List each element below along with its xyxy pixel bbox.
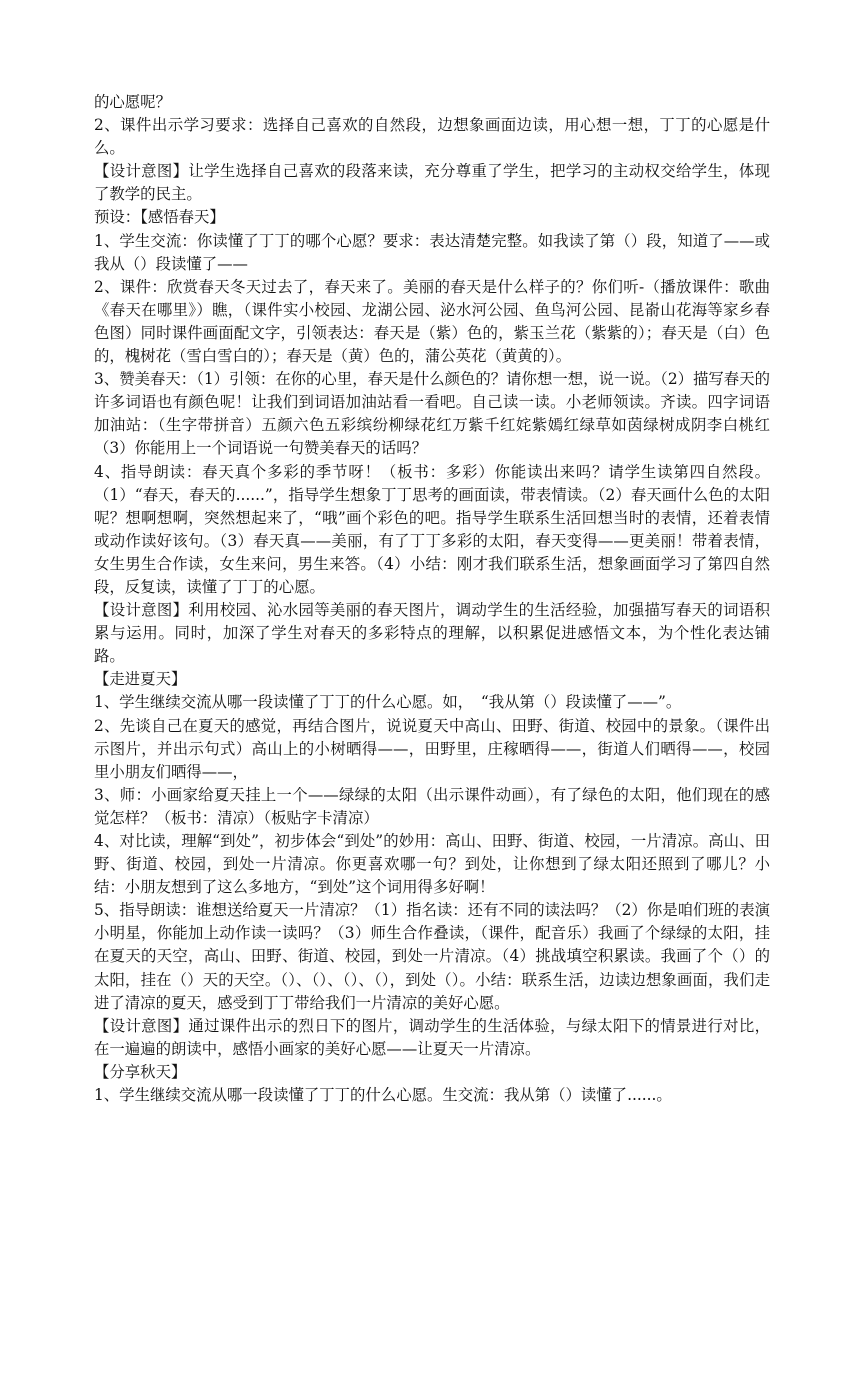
- paragraph: 2、先谈自己在夏天的感觉，再结合图片，说说夏天中高山、田野、街道、校园中的景象。（课件出示图片，并出示句式）高山上的小树晒得——，田野里，庄稼晒得——，街道人们晒得——，校园里小朋友们晒得——，: [94, 716, 770, 781]
- paragraph: 2、课件：欣赏春天冬天过去了，春天来了。美丽的春天是什么样子的？你们听-（播放课件：歌曲《春天在哪里》）瞧，（课件实小校园、龙湖公园、泌水河公园、鱼鸟河公园、昆嵛山花海等家乡春色图）同时课件画面配文字，引领表达：春天是（紫）色的，紫玉兰花（紫紫的）；春天是（白）色的，槐树花（雪白雪白的）；春天是（黄）色的，蒲公英花（黄黄的）。: [94, 277, 770, 366]
- paragraph: 5、指导朗读：谁想送给夏天一片清凉？（1）指名读：还有不同的读法吗？（2）你是咱们班的表演小明星，你能加上动作读一读吗？（3）师生合作叠读，（课件，配音乐）我画了个绿绿的太阳，挂在夏天的天空，高山、田野、街道、校园，到处一片清凉。（4）挑战填空积累读。我画了个（）的太阳，挂在（）天的天空。（）、（）、（）、（），到处（）。小结：联系生活，边读边想象画面，我们走进了清凉的夏天，感受到丁丁带给我们一片清凉的美好心愿。: [94, 901, 770, 1012]
- paragraph: 3、师：小画家给夏天挂上一个——绿绿的太阳（出示课件动画），有了绿色的太阳，他们现在的感觉怎样？（板书：清凉）（板贴字卡清凉）: [94, 785, 770, 827]
- paragraph: 1、学生交流：你读懂了丁丁的哪个心愿？要求：表达清楚完整。如我读了第（）段，知道了——或我从（）段读懂了——: [94, 231, 770, 273]
- paragraph: 3、赞美春天：（1）引领：在你的心里，春天是什么颜色的？请你想一想，说一说。（2）描写春天的许多词语也有颜色呢！让我们到词语加油站看一看吧。自己读一读。小老师领读。齐读。四字词语加油站：（生字带拼音）五颜六色五彩缤纷柳绿花红万紫千红姹紫嫣红绿草如茵绿树成阴李白桃红（3）你能用上一个词语说一句赞美春天的话吗？: [94, 370, 770, 458]
- document-body: [94, 91, 770, 1107]
- paragraph: 1、学生继续交流从哪一段读懂了丁丁的什么心愿。如， “我从第（）段读懂了——”。: [94, 693, 682, 712]
- section-heading: 【分享秋天】: [94, 1062, 187, 1081]
- paragraph: 【设计意图】让学生选择自己喜欢的段落来读，充分尊重了学生，把学习的主动权交给学生，体现了教学的民主。: [94, 162, 770, 204]
- paragraph: 【设计意图】利用校园、沁水园等美丽的春天图片，调动学生的生活经验，加强描写春天的词语积累与运用。同时，加深了学生对春天的多彩特点的理解，以积累促进感悟文本，为个性化表达铺路。: [94, 601, 770, 666]
- section-heading: 预设：【感悟春天】: [94, 208, 225, 227]
- paragraph: 的心愿呢？: [94, 93, 171, 111]
- paragraph: 4、对比读，理解“到处”，初步体会“到处”的妙用：高山、田野、街道、校园，一片清凉。高山、田野、街道、校园，到处一片清凉。你更喜欢哪一句？到处，让你想到了绿太阳还照到了哪儿？小结：小朋友想到了这么多地方，“到处”这个词用得多好啊！: [94, 832, 770, 897]
- paragraph: 4、指导朗读：春天真个多彩的季节呀！（板书：多彩）你能读出来吗？请学生读第四自然段。（1）“春天，春天的......”，指导学生想象丁丁思考的画面读，带表情读。（2）春天画什么色的太阳呢？想啊想啊，突然想起来了，“哦”画个彩色的吧。指导学生联系生活回想当时的表情，还着表情或动作读好该句。（3）春天真——美丽，有了丁丁多彩的太阳，春天变得——更美丽！带着表情，女生男生合作读，女生来问，男生来答。（4）小结：刚才我们联系生活，想象画面学习了第四自然段，反复读，读懂了丁丁的心愿。: [94, 462, 770, 596]
- paragraph: 1、学生继续交流从哪一段读懂了丁丁的什么心愿。生交流：我从第（）读懂了......。: [94, 1086, 672, 1105]
- paragraph: 2、课件出示学习要求：选择自己喜欢的自然段，边想象画面边读，用心想一想，丁丁的心愿是什么。: [94, 116, 770, 158]
- section-heading: 【走进夏天】: [94, 670, 187, 689]
- paragraph: 【设计意图】通过课件出示的烈日下的图片，调动学生的生活体验，与绿太阳下的情景进行对比，在一遍遍的朗读中，感悟小画家的美好心愿——让夏天一片清凉。: [94, 1016, 770, 1058]
